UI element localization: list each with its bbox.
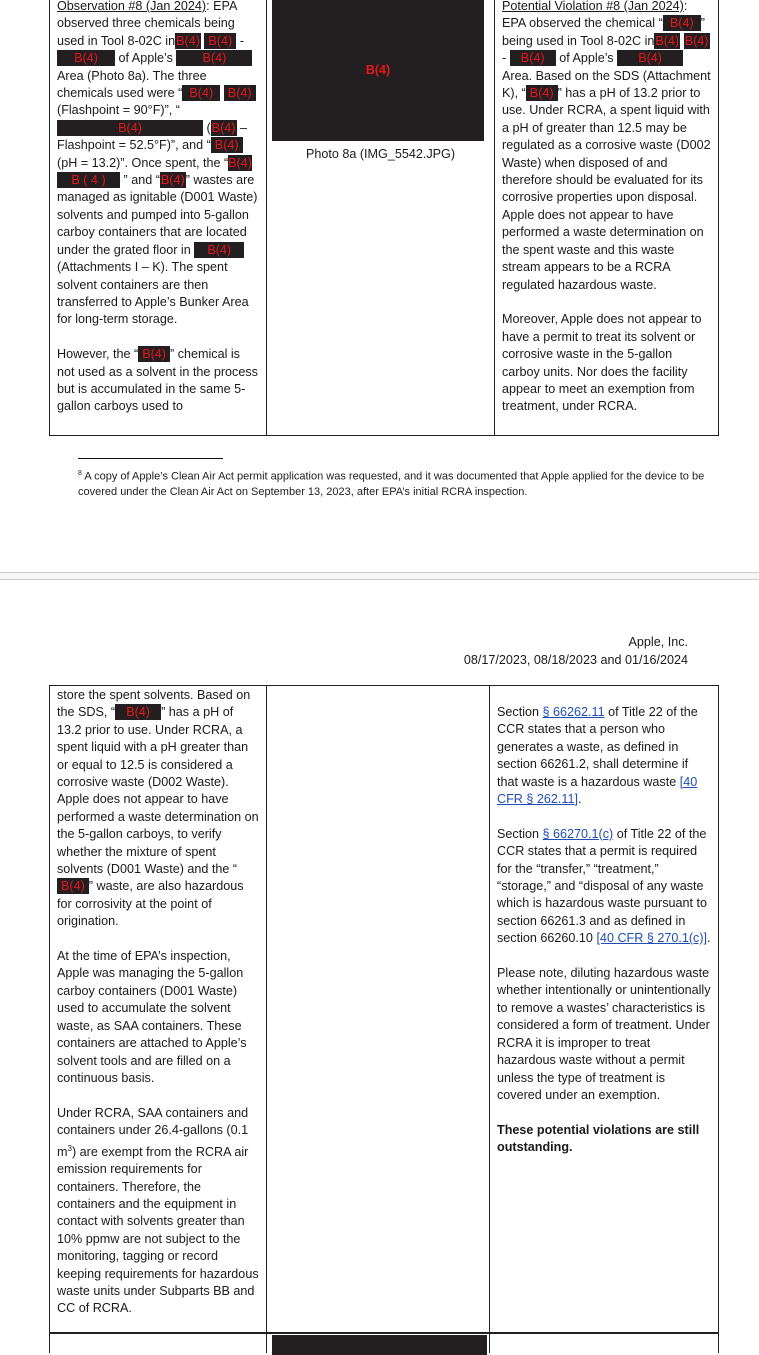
header-company: Apple, Inc. (628, 635, 688, 649)
redaction-block: B(4) (211, 137, 243, 153)
next-row-right (489, 1334, 718, 1353)
redaction-block: B(4) (228, 155, 252, 170)
redaction-block: B(4) (115, 704, 161, 720)
observation-cell (50, 0, 267, 435)
redaction-block: B(4) (510, 50, 556, 66)
header-dates: 08/17/2023, 08/18/2023 and 01/16/2024 (463, 653, 688, 667)
next-row-left (50, 1334, 267, 1353)
redaction-block: B(4) (160, 173, 185, 188)
outstanding-notice: These potential violations are still outstanding. (497, 1122, 700, 1155)
footnote-marker: 8 (78, 470, 82, 477)
redaction-block: B(4) (176, 33, 200, 48)
violation-text: Potential Violation #8 (Jan 2024): EPA observed the chemical “ B(4) ” being used in Tool 8-02C inB(4) B(4) - B(4) of Apple’s B(4) Area. Based on the SDS (Attachment K), “ B(4) ” has a pH of 13.2 prior to use. Under RCRA, a spent liquid with a pH of greater than 12.5 may be regulated as a corrosive waste (D002 Waste) when disposed of and therefore should be evaluated for its corrosive properties upon disposal. Apple does not appear to have performed a waste determination on the spent waste and this waste stream appears to be a RCRA regulated hazardous waste. Moreover, Apple does not appear to have a permit to treat its solvent or corrosive waste in the 5-gallon carboy units. Nor does the facility appear to meet an exemption from treatment, under RCRA. (502, 0, 711, 414)
observation-cell-cont (50, 686, 267, 1332)
redaction-block: B(4) (182, 85, 220, 101)
link-40cfr-262-11[interactable]: [40 CFR § 262.11] (497, 774, 698, 807)
link-ccr-66270-1c[interactable]: § 66270.1(c) (542, 826, 614, 841)
redaction-block: B(4) (663, 15, 701, 31)
redaction-block: B(4) (176, 50, 252, 66)
findings-table-page2 (49, 685, 719, 1333)
photo-cell-cont (267, 686, 489, 1332)
page-break (0, 572, 759, 580)
observation-text: Observation #8 (Jan 2024): EPA observed three chemicals being used in Tool 8-02C inB(4) B(4) - B(4) of Apple’s B(4) Area (Photo 8a). The three chemicals used were “ B(4) B(4) (Flashpoint = 90°F)”, “B(4) (B(4) – Flashpoint = 52.5°F)”, and “ B(4) (pH = 13.2)”. Once spent, the “B(4) B ( 4 ) ” and “B(4)” wastes are managed as ignitable (D001 Waste) solvents and pumped into 5-gallon carboy containers that are located under the grated floor in B(4) (Attachments I – K). The spent solvent containers are then transferred to Apple’s Bunker Area for long-term storage. However, the “ B(4) ” chemical is not used as a solvent in the process but is accumulated in the same 5-gallon carboys used to (57, 0, 258, 414)
redaction-block: B(4) (57, 878, 89, 894)
page-header (464, 633, 688, 669)
redaction-block: B(4) (211, 120, 236, 135)
redaction-block: B(4) (194, 242, 244, 258)
observation-heading: Observation #8 (Jan 2024) (57, 0, 207, 13)
photo-caption: Photo 8a (IMG_5542.JPG) (305, 147, 456, 161)
violation-cell (494, 0, 718, 435)
violation-heading: Potential Violation #8 (Jan 2024) (502, 0, 684, 13)
redacted-photo-next (272, 1335, 487, 1355)
redaction-block: B(4) (57, 50, 115, 66)
redacted-photo: B(4) (272, 0, 484, 141)
redaction-block: B(4) (684, 33, 709, 48)
footnote-separator (78, 458, 223, 459)
footnote-text: A copy of Apple’s Clean Air Act permit application was requested, and it was documented that Apple applied for the device to be covered under the Clean Air Act on September 13, 2023, after EPA’s initial RCRA inspection. (78, 470, 705, 498)
link-ccr-66262-11[interactable]: § 66262.11 (542, 705, 605, 719)
photo-cell (267, 0, 494, 435)
redaction-block: B(4) (526, 85, 558, 101)
redaction-block: B(4) (57, 120, 203, 136)
redaction-block: B(4) (617, 50, 683, 66)
footnote (78, 466, 718, 500)
redaction-block: B(4) (655, 33, 680, 48)
redaction-block: B(4) (204, 33, 236, 49)
violation-text-cont: Section § 66262.11 of Title 22 of the CCR states that a person who generates a waste, as defined in section 66261.2, shall determine if that waste is a hazardous waste [40 CFR § 262.11]. Section § 66270.1(c) of Title 22 of the CCR states that a permit is required for the “transfer,” “treatment,” “storage,” and “disposal of any waste which is hazardous waste pursuant to section 66261.3 and as defined in section 66260.10 [40 CFR § 270.1(c)]. Please note, diluting hazardous waste whether intentionally or unintentionally to remove a wastes’ characteristics is considered a form of treatment. Under RCRA it is improper to treat hazardous waste without a permit unless the type of treatment is covered under an exemption. These potential violations are still outstanding. (490, 686, 718, 1157)
violation-cell-cont (489, 686, 718, 1332)
next-table-row (49, 1333, 719, 1353)
observation-text-cont: store the spent solvents. Based on the SDS, “ B(4) ” has a pH of 13.2 prior to use. Under RCRA, a spent liquid with a pH greater than or equal to 12.5 is considered a corrosive waste (D002 Waste). Apple does not appear to have performed a waste determination on the 5-gallon carboys, to verify whether the mixture of spent solvents (D001 Waste) and the “B(4) ” waste, are also hazardous for corrosivity at the point of origination. At the time of EPA’s inspection, Apple was managing the 5-gallon carboy containers (D001 Waste) used to accumulate the solvent waste, as SAA containers. These containers are attached to Apple’s solvent tools and are filled on a continuous basis. Under RCRA, SAA containers and containers under 26.4-gallons (0.1 $m^3$) are exempt from the RCRA air emission requirements for containers. Therefore, the containers and the equipment in contact with solvents greater than 10% ppmw are not subject to the monitoring, tagging or record keeping requirements for hazardous waste units under Subparts BB and CC of RCRA. (57, 688, 259, 1316)
link-40cfr-270-1c[interactable]: [40 CFR § 270.1(c)] (596, 931, 708, 946)
redaction-block: B ( 4 ) (57, 172, 120, 188)
redaction-block: B(4) (138, 346, 170, 362)
redaction-block: B(4) (224, 85, 256, 101)
findings-table-page1 (49, 0, 719, 436)
